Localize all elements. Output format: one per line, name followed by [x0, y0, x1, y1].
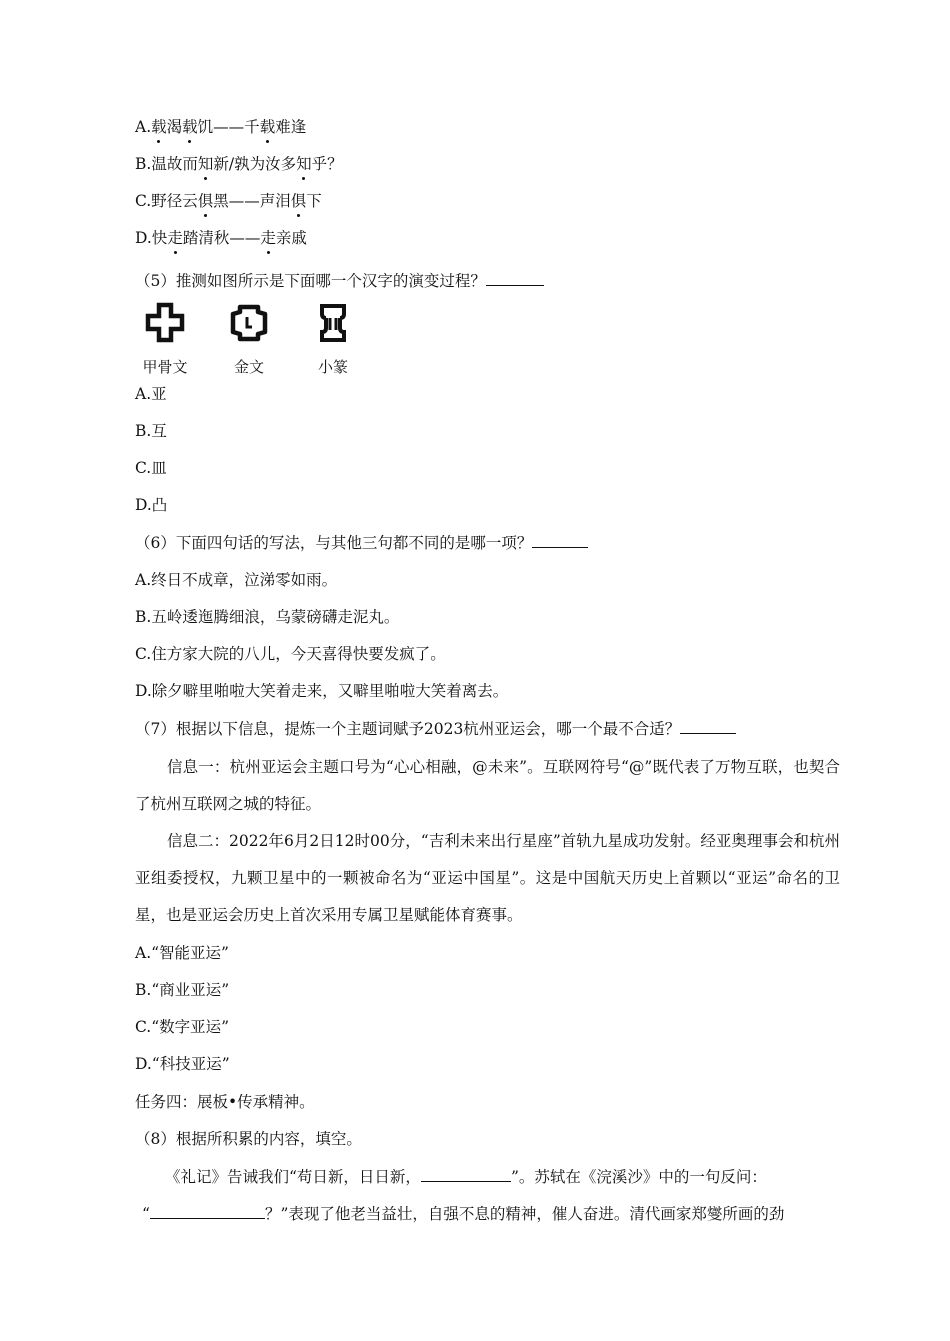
- q4-option-d: D.快走踏清秋——走亲戚: [135, 229, 307, 247]
- q5-option-a: A.亚: [135, 385, 167, 403]
- q5-prompt: （5）推测如图所示是下面哪一个汉字的演变过程？: [135, 270, 544, 292]
- glyph-oracle-bone: [135, 302, 195, 377]
- glyph-bronze: [219, 302, 279, 377]
- q5-option-b: B.互: [135, 422, 167, 440]
- q8-line-1: 《礼记》告诫我们“苟日新，日日新， ”。苏轼在《浣溪沙》中的一句反问：: [165, 1168, 767, 1186]
- q7-option-a: A.“智能亚运”: [135, 944, 229, 962]
- q6-option-d: D.除夕噼里啪啦大笑着走来，又噼里啪啦大笑着离去。: [135, 682, 509, 700]
- q7-option-b: B.“商业亚运”: [135, 981, 230, 999]
- glyph-label: 小篆: [317, 358, 348, 376]
- q6-prompt: （6）下面四句话的写法，与其他三句都不同的是哪一项？: [135, 532, 588, 554]
- q7-option-d: D.“科技亚运”: [135, 1055, 230, 1073]
- q4-option-a: A.载渴载饥——千载难逢: [135, 118, 307, 136]
- q6-option-c: C.住方家大院的八儿，今天喜得快要发疯了。: [135, 645, 446, 663]
- q6-option-a: A.终日不成章，泣涕零如雨。: [135, 571, 338, 589]
- seal-glyph-icon: [312, 302, 354, 344]
- q7-answer-blank[interactable]: [680, 719, 736, 734]
- q8-prompt: （8）根据所积累的内容，填空。: [135, 1130, 362, 1148]
- glyph-evolution-figure: [135, 302, 363, 377]
- q6-option-b: B.五岭逶迤腾细浪，乌蒙磅礴走泥丸。: [135, 608, 400, 626]
- q4-option-c: C.野径云俱黑——声泪俱下: [135, 192, 322, 210]
- q7-option-c: C.“数字亚运”: [135, 1018, 230, 1036]
- q7-info-1: 信息一：杭州亚运会主题口号为“心心相融，@未来”。互联网符号“@”既代表了万物互联，也契合了杭州互联网之城的特征。: [135, 758, 840, 813]
- q5-option-d: D.凸: [135, 496, 168, 514]
- q5-answer-blank[interactable]: [486, 271, 544, 286]
- bronze-glyph-icon: [228, 302, 270, 344]
- q7-info-2: 信息二：2022年6月2日12时00分，“吉利未来出行星座”首轨九星成功发射。经亚奥理事会和杭州亚组委授权，九颗卫星中的一颗被命名为“亚运中国星”。这是中国航天历史上首颗以“亚运”命名的卫星，也是亚运会历史上首次采用专属卫星赋能体育赛事。: [135, 832, 840, 924]
- q8-blank-2[interactable]: [150, 1204, 265, 1219]
- oracle-bone-glyph-icon: [144, 302, 186, 344]
- glyph-label: 金文: [233, 358, 264, 376]
- q5-option-c: C.皿: [135, 459, 167, 477]
- q8-line-2: “ ？”表现了他老当益壮，自强不息的精神，催人奋进。清代画家郑燮所画的劲: [142, 1205, 785, 1223]
- q6-answer-blank[interactable]: [532, 533, 588, 548]
- glyph-label: 甲骨文: [142, 358, 188, 376]
- q4-option-b: B.温故而知新/孰为汝多知乎？: [135, 155, 343, 173]
- q7-prompt: （7）根据以下信息，提炼一个主题词赋予2023杭州亚运会，哪一个最不合适？: [135, 718, 736, 740]
- task-four-heading: 任务四：展板•传承精神。: [135, 1093, 315, 1111]
- glyph-seal: [303, 302, 363, 377]
- q8-blank-1[interactable]: [421, 1167, 511, 1182]
